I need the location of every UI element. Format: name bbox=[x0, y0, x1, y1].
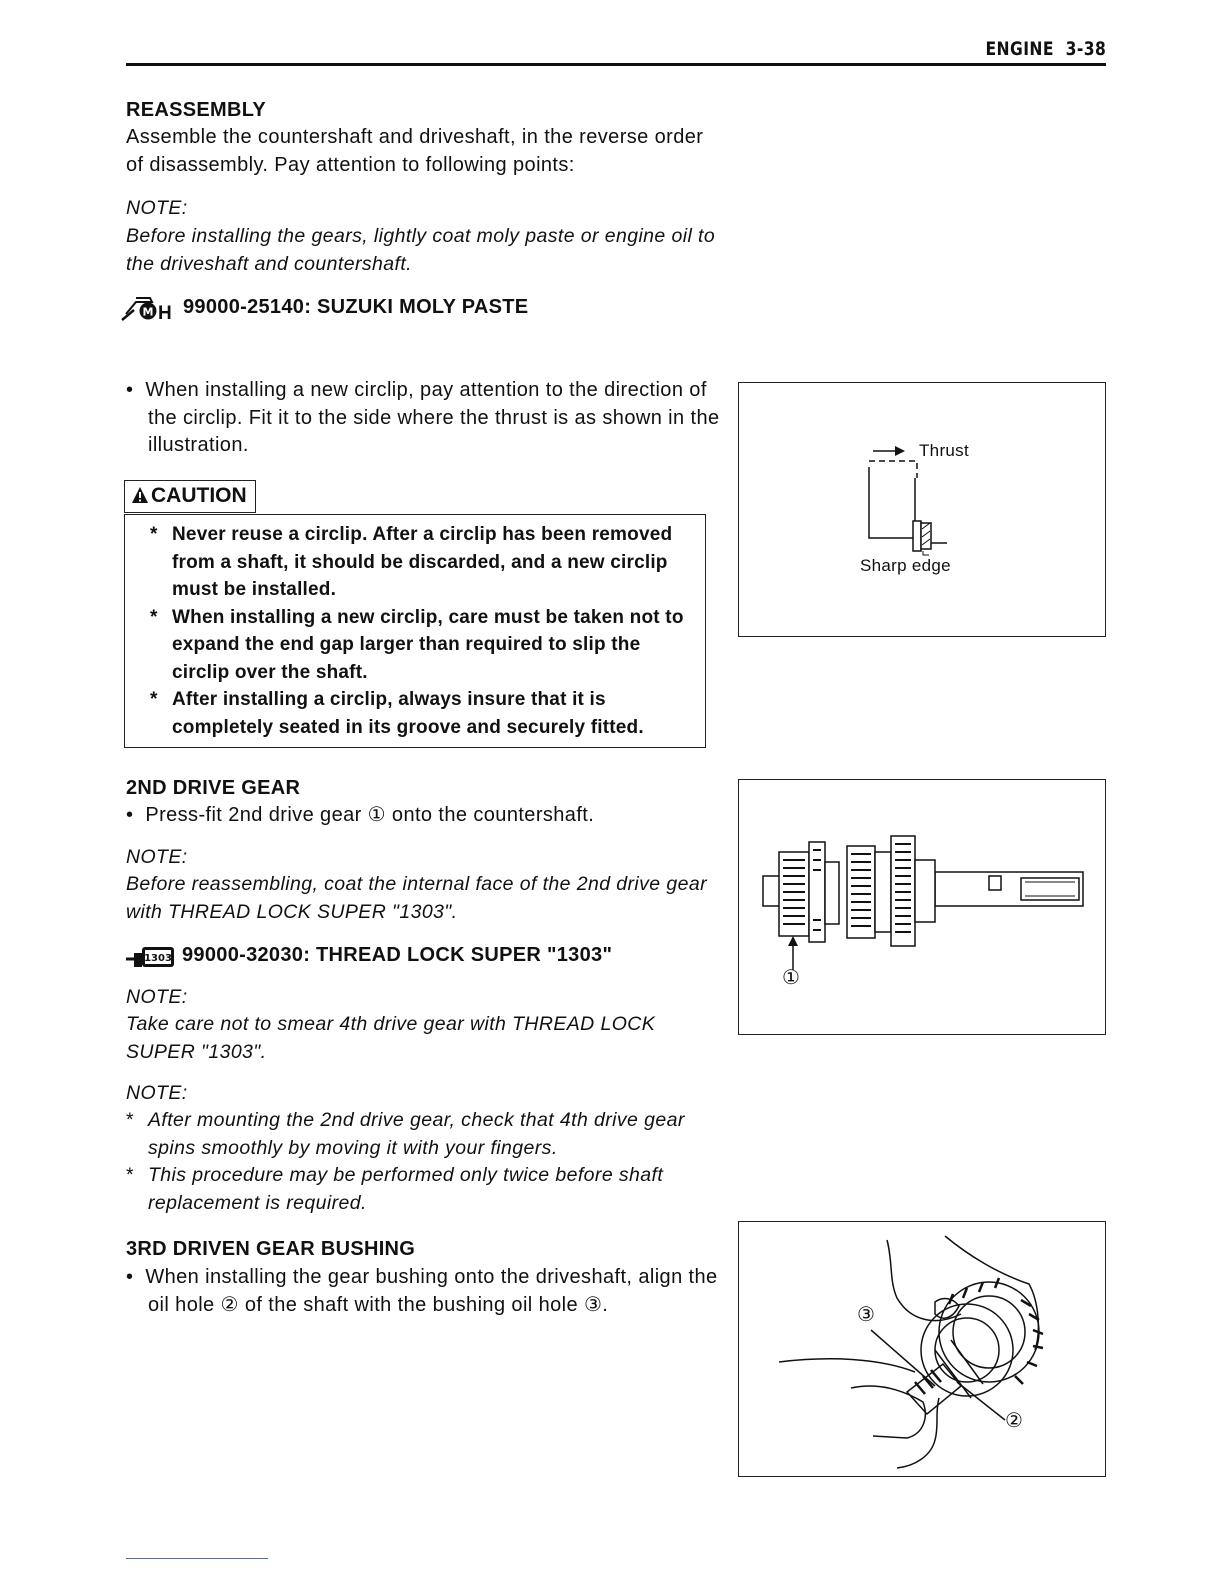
drive-gear-2nd-bullet bbox=[126, 802, 710, 830]
footer-line bbox=[126, 1558, 268, 1559]
caution-item-text: Never reuse a circlip. After a circlip has been removed from a shaft, it should be discarded, and a new circlip must be installed. bbox=[172, 524, 673, 600]
thread-lock-product: 99000-32030: THREAD LOCK SUPER "1303" bbox=[182, 944, 613, 966]
drive-gear-2nd-bullet-text: Press-fit 2nd drive gear ① onto the countershaft. bbox=[145, 804, 595, 826]
driven-gear-bushing-bullet bbox=[126, 1264, 732, 1319]
asterisk-mark: * bbox=[150, 606, 158, 628]
drive-gear-note2-label: NOTE: bbox=[126, 986, 188, 1008]
moly-icon-letter: M bbox=[142, 305, 154, 319]
note-item bbox=[126, 1107, 710, 1162]
bullet-mark: • bbox=[126, 1266, 134, 1288]
asterisk-mark: * bbox=[150, 689, 158, 710]
caution-item-text: After installing a circlip, always insure that it is completely seated in its groove and securely fitted. bbox=[172, 689, 644, 738]
caution-label-text: CAUTION bbox=[151, 484, 247, 507]
reassembly-note-label: NOTE: bbox=[126, 197, 188, 219]
bushing-figure bbox=[738, 1221, 1106, 1477]
moly-paste-product: 99000-25140: SUZUKI MOLY PASTE bbox=[183, 296, 529, 318]
driven-gear-bushing-title: 3RD DRIVEN GEAR BUSHING bbox=[126, 1238, 416, 1260]
drive-gear-note1-label: NOTE: bbox=[126, 846, 188, 868]
page-header bbox=[985, 38, 1106, 60]
header-rule bbox=[126, 63, 1106, 66]
thread-lock-icon bbox=[124, 941, 176, 971]
header-page-number: 3-38 bbox=[1065, 38, 1106, 60]
countershaft-figure bbox=[738, 779, 1106, 1035]
note-item-text: This procedure may be performed only twice before shaft replacement is required. bbox=[148, 1164, 664, 1214]
caution-list bbox=[150, 521, 690, 741]
reassembly-text: Assemble the countershaft and driveshaft, in the reverse order of disassembly. Pay attention to following points: bbox=[126, 126, 704, 176]
warning-triangle-icon bbox=[131, 484, 151, 512]
header-section: ENGINE bbox=[985, 38, 1054, 60]
circlip-bullet bbox=[126, 377, 732, 460]
drive-gear-note1-text: Before reassembling, coat the internal face of the 2nd drive gear with THREAD LOCK SUPER "1303". bbox=[126, 873, 707, 923]
caution-item bbox=[150, 686, 690, 741]
caution-label bbox=[124, 480, 256, 513]
asterisk-mark: * bbox=[150, 524, 158, 545]
moly-icon-suffix: H bbox=[158, 303, 172, 322]
circlip-bullet-text: When installing a new circlip, pay attention to the direction of the circlip. Fit it to the side where the thrust is as shown in the illustration. bbox=[145, 379, 720, 456]
sharp-edge-label: Sharp edge bbox=[860, 556, 951, 575]
caution-item bbox=[150, 521, 690, 604]
note-item bbox=[126, 1162, 710, 1217]
circlip-figure bbox=[738, 382, 1106, 637]
drive-gear-note3-label: NOTE: bbox=[126, 1082, 188, 1104]
driven-gear-bushing-bullet-text: When installing the gear bushing onto the driveshaft, align the oil hole ② of the shaft with the bushing oil hole ③. bbox=[145, 1266, 718, 1316]
bullet-mark: • bbox=[126, 804, 134, 826]
drive-gear-2nd-title: 2ND DRIVE GEAR bbox=[126, 777, 301, 799]
asterisk-mark: * bbox=[126, 1164, 134, 1186]
reassembly-note-text: Before installing the gears, lightly coat moly paste or engine oil to the driveshaft and countershaft. bbox=[126, 225, 716, 275]
bullet-mark: • bbox=[126, 379, 134, 401]
asterisk-mark: * bbox=[126, 1109, 134, 1131]
drive-gear-note3-list bbox=[126, 1107, 710, 1217]
drive-gear-note2-text: Take care not to smear 4th drive gear with THREAD LOCK SUPER "1303". bbox=[126, 1013, 656, 1063]
callout-2: ② bbox=[1005, 1410, 1023, 1432]
thread-lock-icon-text: 1303 bbox=[144, 953, 172, 964]
thrust-label: Thrust bbox=[919, 441, 969, 460]
callout-1: ① bbox=[782, 967, 800, 989]
caution-item-text: When installing a new circlip, care must be taken not to expand the end gap larger than required to slip the circlip over the shaft. bbox=[172, 606, 684, 683]
callout-3: ③ bbox=[857, 1304, 875, 1326]
note-item-text: After mounting the 2nd drive gear, check that 4th drive gear spins smoothly by moving it with your fingers. bbox=[148, 1109, 685, 1159]
reassembly-title: REASSEMBLY bbox=[126, 99, 267, 121]
moly-paste-icon bbox=[120, 290, 180, 322]
caution-item bbox=[150, 604, 690, 687]
